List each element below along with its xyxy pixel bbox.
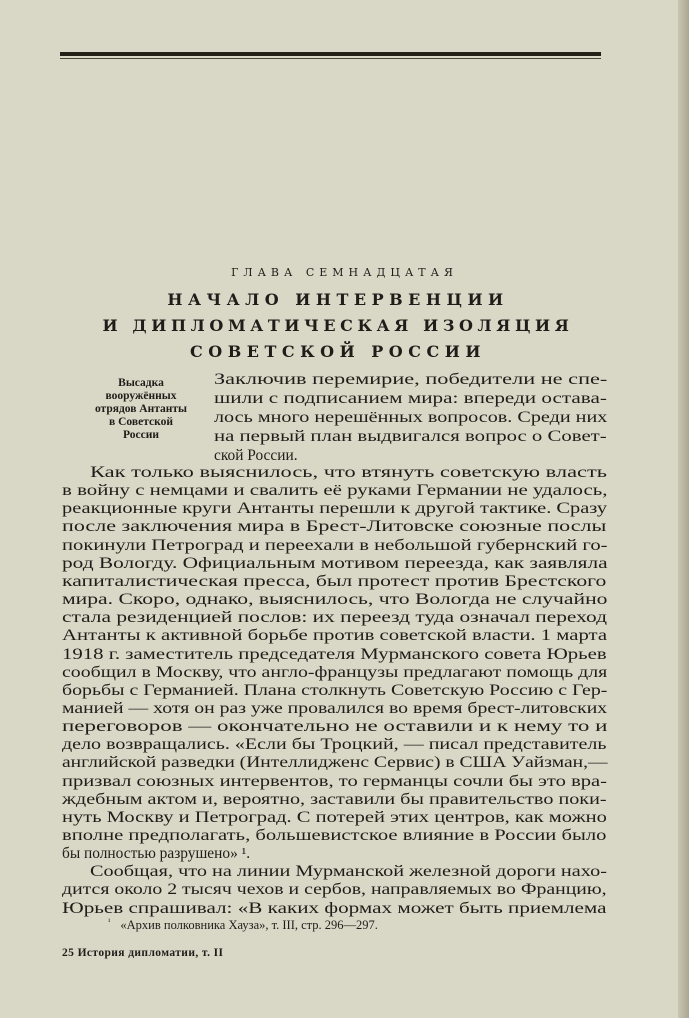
body-line: вполне предполагать, большевистское влияние в России было bbox=[62, 827, 607, 844]
intro-line: ской России. bbox=[214, 447, 298, 464]
printer-signature: 25 История дипломатии, т. II bbox=[62, 947, 224, 959]
margin-note-line: Высадка bbox=[118, 377, 164, 389]
chapter-title-line-3: СОВЕТСКОЙ РОССИИ bbox=[190, 342, 486, 361]
footnote bbox=[108, 917, 378, 933]
body-line: переговоров — окончательно не оставили и к нему то и bbox=[62, 718, 608, 736]
body-line: Антанты к активной борьбе против советской власти. 1 марта bbox=[62, 627, 608, 645]
body-line: бы полностью разрушено» ¹. bbox=[62, 845, 251, 863]
scan-edge bbox=[678, 0, 689, 1018]
body-line: мира. Скоро, однако, выяснилось, что Вологда не случайно bbox=[62, 591, 608, 609]
footnote-text: «Архив полковника Хауза», т. III, стр. 296—297. bbox=[120, 918, 378, 933]
body-line: покинули Петроград и переехали в небольшой губернский го- bbox=[62, 536, 608, 554]
body-line: борьбы с Германией. Плана столкнуть Советскую Россию с Гер- bbox=[62, 681, 608, 699]
intro-line: лось много нерешённых вопросов. Среди них bbox=[214, 409, 608, 426]
body-line: капиталистическая пресса, был протест против Брестского bbox=[62, 572, 607, 590]
margin-note bbox=[82, 377, 200, 442]
margin-note-line: в Советской bbox=[109, 416, 173, 428]
body-line: в войну с немцами и свалить её руками Германии не удалось, bbox=[62, 482, 608, 500]
margin-note-line: России bbox=[123, 429, 159, 441]
footnote-mark: ¹ bbox=[108, 917, 111, 926]
body-line: призвал союзных интервентов, то германцы сочли бы это вра- bbox=[62, 772, 608, 790]
intro-line: на первый план выдвигался вопрос о Совет- bbox=[214, 428, 607, 445]
body-line: дится около 2 тысяч чехов и сербов, направляемых во Францию, bbox=[62, 881, 607, 899]
header-rule-thin bbox=[60, 58, 601, 59]
chapter-title-line-1: НАЧАЛО ИНТЕРВЕНЦИИ bbox=[167, 290, 509, 309]
margin-note-line: вооружённых bbox=[105, 390, 177, 402]
body-line: род Вологду. Официальным мотивом переезда, как заявляла bbox=[62, 554, 608, 572]
body-line: 1918 г. заместитель председателя Мурманского совета Юрьев bbox=[62, 645, 607, 663]
header-rule bbox=[60, 52, 601, 56]
body-line: английской разведки (Интеллидженс Сервис) в США Уайзман,— bbox=[62, 754, 608, 772]
chapter-label: ГЛАВА СЕМНАДЦАТАЯ bbox=[231, 266, 458, 279]
body-line: Сообщая, что на линии Мурманской железной дороги нахо- bbox=[90, 863, 607, 881]
intro-line: Заключив перемирие, победители не спе- bbox=[214, 371, 608, 388]
body-line: нуть Москву и Петроград. С потерей этих центров, как можно bbox=[62, 808, 607, 826]
margin-note-line: отрядов Антанты bbox=[94, 403, 188, 415]
body-line: сообщил в Москву, что англо-французы предлагают помощь для bbox=[62, 663, 608, 681]
body-line: Как только выяснилось, что втянуть советскую власть bbox=[90, 464, 608, 481]
body-line: стала резиденцией послов: их переезд туда означал переход bbox=[62, 609, 607, 627]
body-line: Юрьев спрашивал: «В каких формах может быть приемлема bbox=[62, 899, 607, 917]
body-line: реакционные круги Антанты перешли к другой тактике. Сразу bbox=[62, 500, 608, 518]
intro-line: шили с подписанием мира: впереди остава- bbox=[214, 390, 607, 407]
body-line: ждебным актом и, вероятно, заставили бы правительство поки- bbox=[62, 790, 607, 808]
body-line: после заключения мира в Брест-Литовске союзные послы bbox=[62, 518, 607, 536]
chapter-title-line-2: И ДИПЛОМАТИЧЕСКАЯ ИЗОЛЯЦИЯ bbox=[102, 316, 574, 335]
body-line: манией — хотя он раз уже провалился во время брест-литовских bbox=[62, 699, 608, 717]
body-line: дело возвращались. «Если бы Троцкий, — писал представитель bbox=[62, 736, 607, 754]
